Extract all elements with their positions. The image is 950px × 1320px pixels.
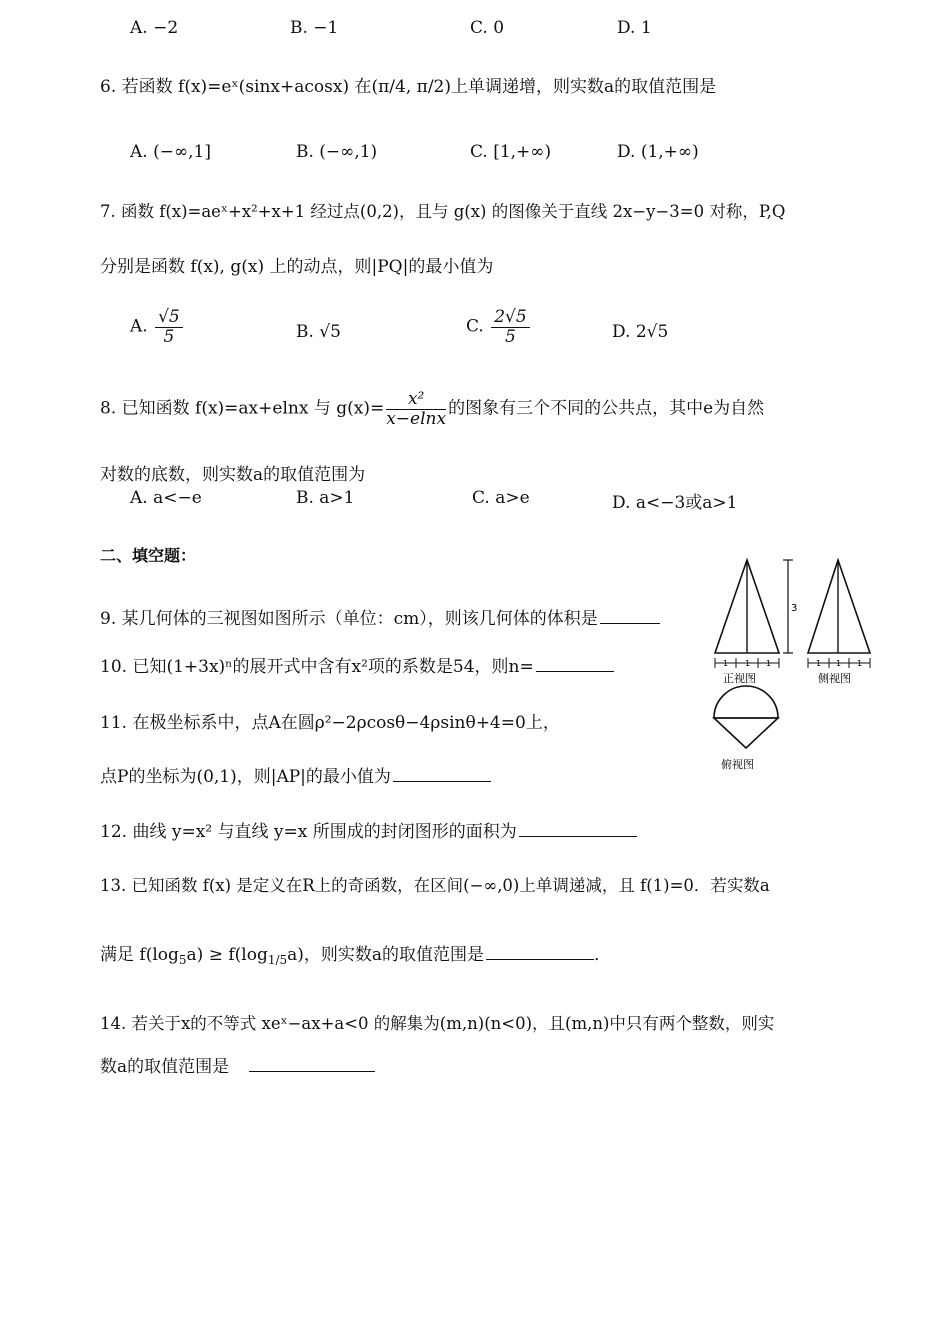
height-dimension: [783, 560, 797, 653]
q7-option-c: [466, 308, 532, 346]
q7-option-a-denominator: 5: [163, 326, 175, 347]
q11-answer-blank[interactable]: [393, 780, 491, 782]
top-view: [714, 686, 778, 748]
side-width-dimension: [808, 658, 870, 668]
q6-stem-prefix: 6. 若函数 f(x)=eˣ(sinx+acosx) 在: [100, 77, 372, 97]
q6-option-d: D. (1,+∞): [617, 142, 699, 162]
q10-text: 10. 已知(1+3x)ⁿ的展开式中含有x²项的系数是54，则n=: [100, 657, 534, 677]
question-9: [100, 604, 660, 629]
q7-option-c-numerator: 2√5: [491, 308, 529, 328]
q13-log-base-2: 1/5: [267, 953, 288, 967]
q8-option-d: D. a<−3或a>1: [612, 493, 738, 513]
q7-line-2: 分别是函数 f(x), g(x) 上的动点，则|PQ|的最小值为: [100, 257, 494, 277]
q9-text: 9. 某几何体的三视图如图所示（单位：cm），则该几何体的体积是: [100, 609, 598, 629]
front-view: [715, 560, 779, 653]
q7-option-a-fraction: [155, 308, 183, 346]
section-2-title: 二、填空题：: [100, 546, 197, 565]
top-view-label: 俯视图: [721, 758, 754, 771]
question-11-line-2: [100, 762, 491, 787]
side-dim-2: 1: [836, 659, 842, 668]
question-14-line-2: [100, 1052, 375, 1077]
q7-line-1: 7. 函数 f(x)=aeˣ+x²+x+1 经过点(0,2)，且与 g(x) 的图像关于直线 2x−y−3=0 对称，P,Q: [100, 202, 786, 221]
q14-line-2-text: 数a的取值范围是: [100, 1057, 230, 1077]
q13-line-2-mid: a) ≥ f(log: [186, 945, 268, 965]
q13-line-2-suffix: a)，则实数a的取值范围是: [287, 945, 485, 965]
q13-log-base-1: 5: [178, 953, 187, 967]
q14-answer-blank[interactable]: [249, 1070, 375, 1072]
q8-stem-suffix: 的图象有三个不同的公共点，其中e为自然: [448, 398, 765, 419]
front-view-label: 正视图: [723, 672, 756, 685]
question-6: [100, 72, 716, 97]
side-view-label: 侧视图: [818, 672, 851, 685]
q6-option-b: B. (−∞,1): [296, 142, 378, 162]
q11-line-1: 11. 在极坐标系中，点A在圆ρ²−2ρcosθ−4ρsinθ+4=0上，: [100, 713, 560, 733]
question-8: [100, 390, 764, 428]
q5-option-c: C. 0: [470, 18, 505, 38]
q13-line-2-prefix: 满足 f(log: [100, 945, 179, 965]
q12-answer-blank[interactable]: [519, 835, 637, 837]
q8-option-b: B. a>1: [296, 488, 355, 508]
three-view-figure: [705, 555, 885, 780]
q7-option-d: D. 2√5: [612, 322, 669, 342]
q7-option-a-label: A.: [130, 316, 148, 337]
q6-option-c: C. [1,+∞): [470, 142, 552, 162]
front-dim-2: 1: [745, 659, 751, 668]
q8-fraction: [386, 390, 446, 428]
q7-option-c-label: C.: [466, 316, 484, 337]
q14-line-1: 14. 若关于x的不等式 xeˣ−ax+a<0 的解集为(m,n)(n<0)，且(m,n)中只有两个整数，则实: [100, 1014, 775, 1033]
q7-option-a-numerator: √5: [155, 308, 183, 328]
side-view: [808, 560, 870, 653]
q8-fraction-denominator: x−elnx: [386, 408, 447, 429]
q5-option-b: B. −1: [290, 18, 339, 38]
q5-option-d: D. 1: [617, 18, 652, 38]
height-label: 3: [791, 603, 798, 614]
question-13-line-2: [100, 940, 611, 967]
q7-option-a: [130, 308, 185, 346]
q11-line-2-text: 点P的坐标为(0,1)，则|AP|的最小值为: [100, 767, 391, 787]
q8-option-c: C. a>e: [472, 488, 530, 508]
front-width-dimension: [715, 658, 779, 668]
q13-answer-blank[interactable]: [486, 958, 594, 960]
question-10: [100, 652, 614, 677]
front-dim-3: 1: [766, 659, 772, 668]
q8-stem-prefix: 8. 已知函数 f(x)=ax+elnx 与 g(x)=: [100, 398, 385, 419]
q10-answer-blank[interactable]: [536, 670, 614, 672]
side-dim-1: 1: [816, 659, 822, 668]
q7-option-b: B. √5: [296, 322, 341, 342]
q8-line-2: 对数的底数，则实数a的取值范围为: [100, 465, 366, 485]
q13-end: ．: [594, 945, 612, 965]
q8-option-a: A. a<−e: [130, 488, 202, 508]
q7-option-c-denominator: 5: [505, 326, 516, 347]
q6-option-a: A. (−∞,1]: [130, 142, 211, 162]
q12-text: 12. 曲线 y=x² 与直线 y=x 所围成的封闭图形的面积为: [100, 822, 517, 842]
q9-answer-blank[interactable]: [600, 622, 660, 624]
q7-option-c-fraction: [491, 308, 529, 346]
question-12: [100, 817, 637, 842]
q6-interval: (π/4, π/2): [371, 77, 452, 97]
q6-stem-suffix: 上单调递增，则实数a的取值范围是: [451, 77, 717, 97]
side-dim-3: 1: [857, 659, 863, 668]
q5-option-a: A. −2: [130, 18, 179, 38]
front-dim-1: 1: [723, 659, 729, 668]
q13-line-1: 13. 已知函数 f(x) 是定义在R上的奇函数，在区间(−∞,0)上单调递减，且 f(1)=0．若实数a: [100, 876, 770, 895]
q8-fraction-numerator: x²: [386, 390, 446, 410]
